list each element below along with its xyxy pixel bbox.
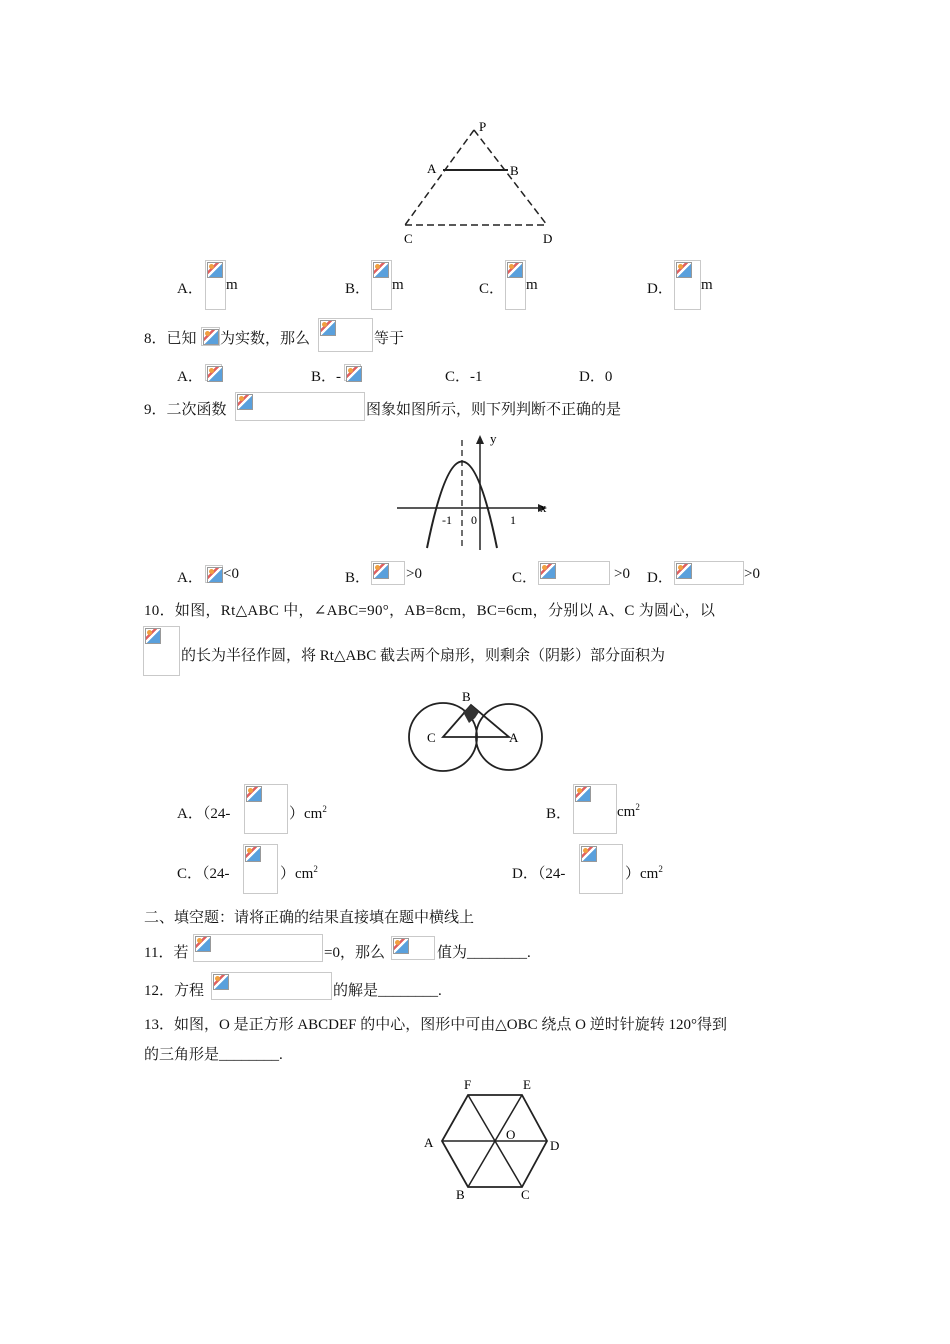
q13-line1: 13．如图，O 是正方形 ABCDEF 的中心，图形中可由△OBC 绕点 O 逆时针旋转 120°得到 bbox=[144, 1017, 727, 1033]
label-b: B bbox=[462, 689, 471, 704]
formula-image bbox=[579, 844, 623, 894]
label-c: C bbox=[427, 730, 436, 745]
q12-text: 的解是________. bbox=[333, 983, 442, 999]
q10-line1: 10．如图，Rt△ABC 中，∠ABC=90°，AB=8cm，BC=6cm，分别以 A、C 为圆心，以 bbox=[144, 603, 716, 619]
tick-minus-1: -1 bbox=[442, 513, 452, 527]
label-d: D bbox=[550, 1138, 560, 1153]
trapezoid-figure bbox=[390, 115, 570, 250]
q8-text-end: 等于 bbox=[374, 331, 405, 347]
q7-option-c: C． bbox=[479, 281, 505, 297]
formula-image bbox=[143, 626, 180, 676]
q10-line2: 的长为半径作圆，将 Rt△ABC 截去两个扇形，则剩余（阴影）部分面积为 bbox=[181, 648, 666, 664]
q7-unit-b: m bbox=[392, 277, 404, 293]
label-x: x bbox=[540, 500, 547, 515]
hexagon-figure bbox=[420, 1075, 565, 1205]
formula-image bbox=[344, 364, 361, 381]
q7-unit-c: m bbox=[526, 277, 538, 293]
q12-number: 12．方程 bbox=[144, 983, 205, 999]
label-c: C bbox=[404, 231, 413, 246]
q10-option-d-tail: ）$cm^2$ bbox=[625, 864, 663, 882]
q7-option-d: D． bbox=[647, 281, 673, 297]
formula-image bbox=[244, 784, 288, 834]
formula-image bbox=[573, 784, 617, 834]
formula-image bbox=[318, 318, 373, 352]
q8-option-c: C．-1 bbox=[445, 369, 483, 385]
q10-option-c: C．（24- bbox=[177, 866, 230, 882]
q13-line2: 的三角形是________. bbox=[144, 1047, 283, 1063]
label-y: y bbox=[490, 431, 497, 446]
q11-text: =0，那么 bbox=[324, 945, 385, 961]
label-p: P bbox=[479, 119, 487, 134]
formula-image bbox=[205, 565, 223, 583]
q9-option-d-tail: >0 bbox=[744, 566, 760, 582]
label-d: D bbox=[543, 231, 553, 246]
parabola-figure bbox=[395, 430, 555, 555]
q10-option-b: B． bbox=[546, 806, 572, 822]
tick-0: 0 bbox=[471, 513, 477, 527]
q10-option-b-tail: $cm^2$ bbox=[617, 802, 640, 820]
two-circles-figure bbox=[405, 685, 550, 775]
label-a: A bbox=[427, 161, 437, 176]
formula-image bbox=[193, 934, 323, 962]
q7-unit-d: m bbox=[701, 277, 713, 293]
q9-option-b: B． bbox=[345, 570, 371, 586]
q11-text-end: 值为________. bbox=[437, 945, 531, 961]
formula-image bbox=[391, 936, 435, 960]
formula-image bbox=[371, 561, 405, 585]
q7-option-a: A． bbox=[177, 281, 203, 297]
q8-option-b: B．- bbox=[311, 369, 342, 385]
formula-image bbox=[205, 364, 222, 381]
label-c: C bbox=[521, 1187, 530, 1202]
formula-image bbox=[201, 327, 220, 346]
label-f: F bbox=[464, 1077, 472, 1092]
label-e: E bbox=[523, 1077, 531, 1092]
q11-number: 11．若 bbox=[144, 945, 189, 961]
q9-text: 图象如图所示，则下列判断不正确的是 bbox=[366, 402, 622, 418]
label-b: B bbox=[510, 163, 519, 178]
q7-unit-a: m bbox=[226, 277, 238, 293]
q9-option-c: C． bbox=[512, 570, 538, 586]
q9-option-c-tail: >0 bbox=[614, 566, 630, 582]
formula-image bbox=[205, 260, 226, 310]
q9-option-b-tail: >0 bbox=[406, 566, 422, 582]
q10-option-d: D．（24- bbox=[512, 866, 566, 882]
label-b: B bbox=[456, 1187, 465, 1202]
q8-option-d: D．0 bbox=[579, 369, 613, 385]
label-a: A bbox=[424, 1135, 434, 1150]
q9-option-a-tail: <0 bbox=[223, 566, 239, 582]
tick-1: 1 bbox=[510, 513, 516, 527]
q7-option-b: B． bbox=[345, 281, 371, 297]
q10-option-c-tail: ）$cm^2$ bbox=[280, 864, 318, 882]
label-a: A bbox=[509, 730, 519, 745]
formula-image bbox=[674, 561, 744, 585]
section-heading: 二、填空题：请将正确的结果直接填在题中横线上 bbox=[144, 910, 475, 926]
q9-number: 9．二次函数 bbox=[144, 402, 227, 418]
formula-image bbox=[371, 260, 392, 310]
q8-number: 8．已知 bbox=[144, 331, 197, 347]
formula-image bbox=[243, 844, 278, 894]
q8-text: 为实数，那么 bbox=[220, 331, 311, 347]
q10-option-a-tail: ）$cm^2$ bbox=[289, 804, 327, 822]
label-o: O bbox=[506, 1127, 516, 1142]
formula-image bbox=[505, 260, 526, 310]
q10-option-a: A．（24- bbox=[177, 806, 231, 822]
formula-image bbox=[235, 392, 365, 421]
formula-image bbox=[538, 561, 610, 585]
q9-option-d: D． bbox=[647, 570, 673, 586]
formula-image bbox=[674, 260, 701, 310]
q9-option-a: A． bbox=[177, 570, 203, 586]
formula-image bbox=[211, 972, 332, 1000]
q8-option-a: A． bbox=[177, 369, 203, 385]
